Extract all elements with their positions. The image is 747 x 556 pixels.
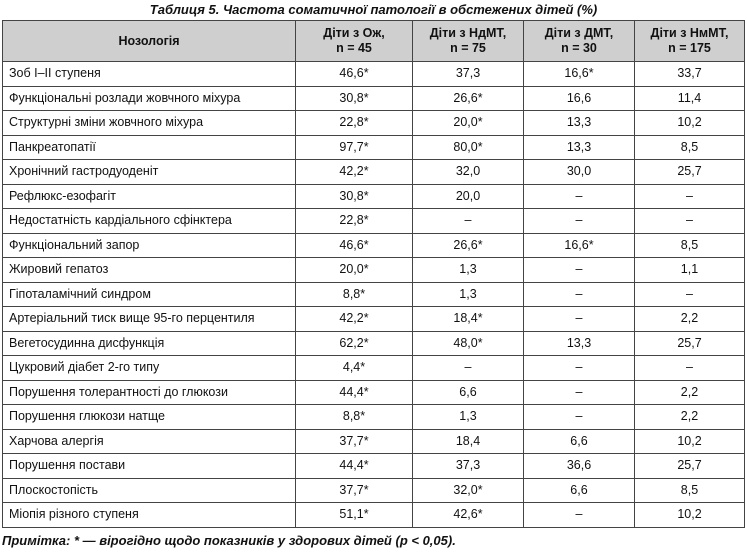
nosology-cell: Артеріальний тиск вище 95-го перцентиля <box>3 307 296 332</box>
header-underweight-label: Діти з ДМТ, <box>544 26 614 40</box>
normal-weight-value-cell: 2,2 <box>635 405 745 430</box>
obesity-value-cell: 37,7* <box>296 478 413 503</box>
underweight-value-cell: – <box>524 209 635 234</box>
header-obesity-n: n = 45 <box>336 41 372 55</box>
underweight-value-cell: 30,0 <box>524 160 635 185</box>
nosology-cell: Рефлюкс-езофагіт <box>3 184 296 209</box>
overweight-value-cell: 32,0* <box>413 478 524 503</box>
header-nosology: Нозологія <box>3 21 296 62</box>
underweight-value-cell: 6,6 <box>524 429 635 454</box>
header-normal-weight-label: Діти з НмМТ, <box>650 26 729 40</box>
table-row <box>3 282 745 307</box>
overweight-value-cell: 80,0* <box>413 135 524 160</box>
obesity-value-cell: 30,8* <box>296 184 413 209</box>
overweight-value-cell: 26,6* <box>413 86 524 111</box>
obesity-value-cell: 97,7* <box>296 135 413 160</box>
obesity-value-cell: 22,8* <box>296 111 413 136</box>
underweight-value-cell: – <box>524 307 635 332</box>
underweight-value-cell: 16,6* <box>524 62 635 87</box>
underweight-value-cell: – <box>524 282 635 307</box>
normal-weight-value-cell: 25,7 <box>635 160 745 185</box>
header-normal-weight-n: n = 175 <box>668 41 711 55</box>
nosology-cell: Функціональні розлади жовчного міхура <box>3 86 296 111</box>
obesity-value-cell: 20,0* <box>296 258 413 283</box>
table-row <box>3 331 745 356</box>
overweight-value-cell: 18,4* <box>413 307 524 332</box>
underweight-value-cell: – <box>524 503 635 528</box>
nosology-cell: Цукровий діабет 2-го типу <box>3 356 296 381</box>
nosology-cell: Функціональний запор <box>3 233 296 258</box>
overweight-value-cell: 37,3 <box>413 454 524 479</box>
nosology-cell: Зоб I–II ступеня <box>3 62 296 87</box>
table-row <box>3 111 745 136</box>
obesity-value-cell: 46,6* <box>296 62 413 87</box>
table-row <box>3 160 745 185</box>
table-row <box>3 356 745 381</box>
obesity-value-cell: 51,1* <box>296 503 413 528</box>
obesity-value-cell: 44,4* <box>296 380 413 405</box>
overweight-value-cell: 6,6 <box>413 380 524 405</box>
obesity-value-cell: 42,2* <box>296 307 413 332</box>
overweight-value-cell: 1,3 <box>413 405 524 430</box>
obesity-value-cell: 8,8* <box>296 282 413 307</box>
normal-weight-value-cell: 2,2 <box>635 380 745 405</box>
underweight-value-cell: – <box>524 356 635 381</box>
obesity-value-cell: 46,6* <box>296 233 413 258</box>
overweight-value-cell: – <box>413 209 524 234</box>
nosology-cell: Міопія різного ступеня <box>3 503 296 528</box>
underweight-value-cell: – <box>524 258 635 283</box>
normal-weight-value-cell: – <box>635 209 745 234</box>
normal-weight-value-cell: 10,2 <box>635 111 745 136</box>
table-row <box>3 307 745 332</box>
header-normal-weight <box>635 21 745 62</box>
header-obesity-label: Діти з Ож, <box>323 26 385 40</box>
overweight-value-cell: 48,0* <box>413 331 524 356</box>
underweight-value-cell: 13,3 <box>524 331 635 356</box>
header-obesity <box>296 21 413 62</box>
obesity-value-cell: 44,4* <box>296 454 413 479</box>
obesity-value-cell: 62,2* <box>296 331 413 356</box>
underweight-value-cell: – <box>524 405 635 430</box>
normal-weight-value-cell: – <box>635 184 745 209</box>
obesity-value-cell: 8,8* <box>296 405 413 430</box>
table-row <box>3 380 745 405</box>
nosology-cell: Недостатність кардіального сфінктера <box>3 209 296 234</box>
underweight-value-cell: 16,6* <box>524 233 635 258</box>
obesity-value-cell: 42,2* <box>296 160 413 185</box>
normal-weight-value-cell: 2,2 <box>635 307 745 332</box>
overweight-value-cell: 20,0 <box>413 184 524 209</box>
obesity-value-cell: 22,8* <box>296 209 413 234</box>
nosology-cell: Порушення толерантності до глюкози <box>3 380 296 405</box>
overweight-value-cell: 32,0 <box>413 160 524 185</box>
nosology-cell: Порушення постави <box>3 454 296 479</box>
table-row <box>3 233 745 258</box>
normal-weight-value-cell: 8,5 <box>635 135 745 160</box>
overweight-value-cell: 20,0* <box>413 111 524 136</box>
overweight-value-cell: 37,3 <box>413 62 524 87</box>
underweight-value-cell: 13,3 <box>524 135 635 160</box>
nosology-cell: Порушення глюкози натще <box>3 405 296 430</box>
nosology-cell: Плоскостопість <box>3 478 296 503</box>
normal-weight-value-cell: 11,4 <box>635 86 745 111</box>
underweight-value-cell: – <box>524 184 635 209</box>
table-row <box>3 209 745 234</box>
normal-weight-value-cell: 10,2 <box>635 503 745 528</box>
obesity-value-cell: 37,7* <box>296 429 413 454</box>
table-row <box>3 135 745 160</box>
table-row <box>3 405 745 430</box>
normal-weight-value-cell: 25,7 <box>635 331 745 356</box>
underweight-value-cell: 36,6 <box>524 454 635 479</box>
normal-weight-value-cell: 8,5 <box>635 478 745 503</box>
nosology-cell: Гіпоталамічний синдром <box>3 282 296 307</box>
table-row <box>3 503 745 528</box>
overweight-value-cell: 1,3 <box>413 282 524 307</box>
table-row <box>3 478 745 503</box>
normal-weight-value-cell: 1,1 <box>635 258 745 283</box>
table-note: Примітка: * — вірогідно щодо показників у здорових дітей (р < 0,05). <box>2 533 456 548</box>
table-row <box>3 184 745 209</box>
overweight-value-cell: 18,4 <box>413 429 524 454</box>
table-row <box>3 86 745 111</box>
overweight-value-cell: 26,6* <box>413 233 524 258</box>
overweight-value-cell: 42,6* <box>413 503 524 528</box>
normal-weight-value-cell: 33,7 <box>635 62 745 87</box>
normal-weight-value-cell: 10,2 <box>635 429 745 454</box>
normal-weight-value-cell: – <box>635 282 745 307</box>
header-overweight-label: Діти з НдМТ, <box>429 26 507 40</box>
normal-weight-value-cell: 25,7 <box>635 454 745 479</box>
table-caption: Таблиця 5. Частота соматичної патології в обстежених дітей (%) <box>149 2 598 17</box>
nosology-cell: Хронічний гастродуоденіт <box>3 160 296 185</box>
table-body <box>3 62 745 528</box>
underweight-value-cell: 6,6 <box>524 478 635 503</box>
somatic-pathology-table <box>2 20 745 528</box>
header-underweight <box>524 21 635 62</box>
underweight-value-cell: 13,3 <box>524 111 635 136</box>
normal-weight-value-cell: – <box>635 356 745 381</box>
table-row <box>3 454 745 479</box>
nosology-cell: Жировий гепатоз <box>3 258 296 283</box>
nosology-cell: Вегетосудинна дисфункція <box>3 331 296 356</box>
header-underweight-n: n = 30 <box>561 41 597 55</box>
nosology-cell: Харчова алергія <box>3 429 296 454</box>
nosology-cell: Панкреатопатії <box>3 135 296 160</box>
header-row <box>3 21 745 62</box>
table-row <box>3 258 745 283</box>
overweight-value-cell: 1,3 <box>413 258 524 283</box>
obesity-value-cell: 30,8* <box>296 86 413 111</box>
underweight-value-cell: 16,6 <box>524 86 635 111</box>
nosology-cell: Структурні зміни жовчного міхура <box>3 111 296 136</box>
overweight-value-cell: – <box>413 356 524 381</box>
table-row <box>3 429 745 454</box>
obesity-value-cell: 4,4* <box>296 356 413 381</box>
header-overweight <box>413 21 524 62</box>
header-overweight-n: n = 75 <box>450 41 486 55</box>
normal-weight-value-cell: 8,5 <box>635 233 745 258</box>
table-row <box>3 62 745 87</box>
underweight-value-cell: – <box>524 380 635 405</box>
